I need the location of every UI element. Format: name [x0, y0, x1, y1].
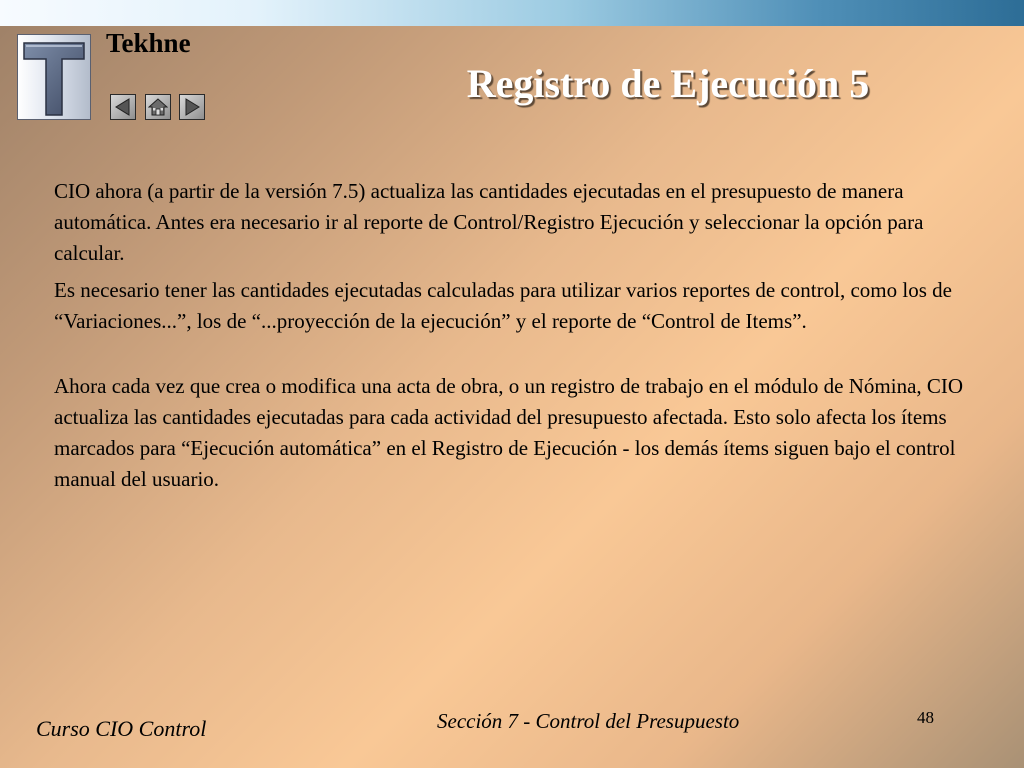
paragraph-3: Ahora cada vez que crea o modifica una acta de obra, o un registro de trabajo en el módulo de Nómina, CIO actualiza las cantidades ejecutadas para cada actividad del presupuesto afectada. Esto solo afecta los ítems marcados para “Ejecución automática” en el Registro de Ejecución - los demás ítems siguen bajo el control manual del usuario. [54, 374, 964, 491]
footer-course-name: Curso CIO Control [36, 716, 207, 741]
paragraph-2: Es necesario tener las cantidades ejecutadas calculadas para utilizar varios reportes de control, como los de “Variaciones...”, los de “...proyección de la ejecución” y el reporte de “Control de Items”. [54, 278, 952, 333]
slide-title [0, 60, 1024, 107]
page-number: 48 [917, 708, 934, 727]
slide-title-text: Registro de Ejecución 5 [466, 61, 870, 106]
footer-section-name: Sección 7 - Control del Presupuesto [437, 709, 740, 733]
slide-body [54, 176, 969, 495]
top-gradient-bar [0, 0, 1024, 26]
paragraph-1: CIO ahora (a partir de la versión 7.5) actualiza las cantidades ejecutadas en el presupuesto de manera automática. Antes era necesario ir al reporte de Control/Registro Ejecución y seleccionar la opción para calcular. [54, 179, 924, 265]
brand-name: Tekhne [106, 28, 191, 58]
